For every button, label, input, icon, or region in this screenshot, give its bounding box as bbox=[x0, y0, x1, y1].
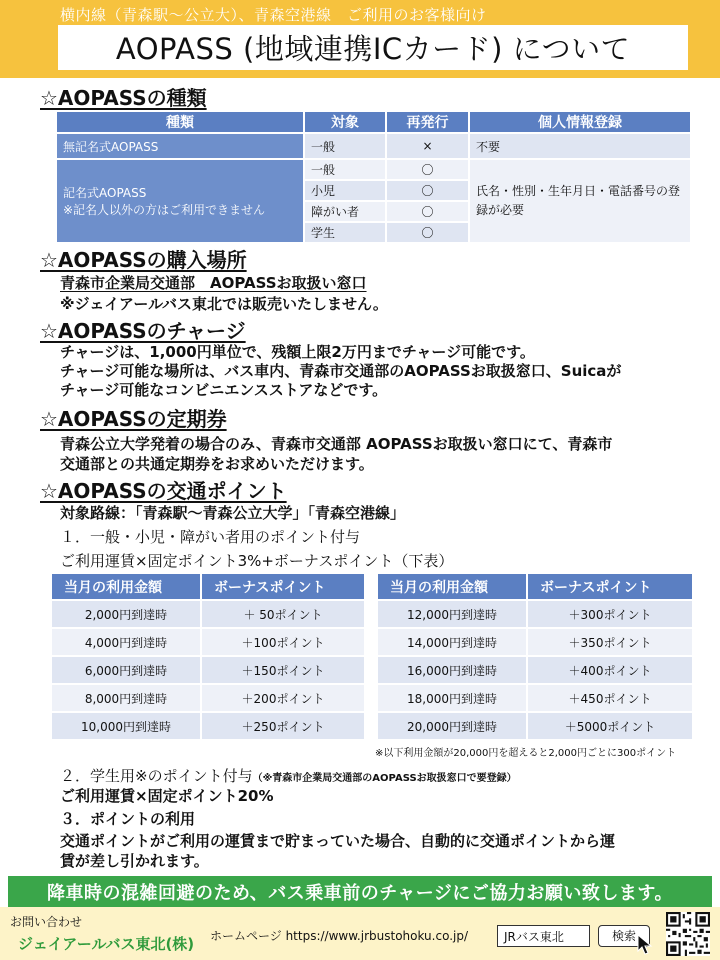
bonus-points: ＋450ポイント bbox=[527, 684, 693, 712]
section-heading-charge: ☆AOPASSのチャージ bbox=[40, 319, 246, 343]
bonus-amount: 16,000円到達時 bbox=[377, 656, 527, 684]
title-box bbox=[58, 25, 688, 70]
commuter-line-2: 交通部との共通定期券をお求めいただけます。 bbox=[60, 455, 374, 473]
types-named-label bbox=[56, 159, 304, 243]
types-named-target: 一般 bbox=[304, 159, 386, 180]
bonus-amount: 18,000円到達時 bbox=[377, 684, 527, 712]
charge-request-banner bbox=[8, 876, 712, 907]
bonus-header-amount: 当月の利用金額 bbox=[51, 573, 201, 600]
commuter-line-1: 青森公立大学発着の場合のみ、青森市交通部 AOPASSお取扱い窓口にて、青森市 bbox=[60, 435, 613, 453]
bonus-points: ＋150ポイント bbox=[201, 656, 365, 684]
bonus-row bbox=[51, 712, 365, 740]
points-item-3-line-2: 賃が差し引かれます。 bbox=[60, 852, 209, 870]
bonus-row bbox=[377, 628, 693, 656]
bonus-amount: 2,000円到達時 bbox=[51, 600, 201, 628]
header-subtitle: 横内線（青森駅〜公立大）、青森空港線 ご利用のお客様向け bbox=[60, 6, 487, 24]
points-item-2-label: ２．学生用※のポイント付与 bbox=[60, 767, 253, 785]
types-anon-registration: 不要 bbox=[469, 133, 691, 159]
points-item-2 bbox=[60, 765, 517, 786]
types-header-target: 対象 bbox=[304, 111, 386, 133]
cursor-icon bbox=[636, 934, 656, 956]
types-named-target: 学生 bbox=[304, 222, 386, 243]
section-heading-purchase: ☆AOPASSの購入場所 bbox=[40, 248, 247, 272]
charge-line-2: チャージ可能な場所は、バス車内、青森市交通部のAOPASSお取扱窓口、Suicaが bbox=[60, 362, 622, 380]
points-item-1: １．一般・小児・障がい者用のポイント付与 bbox=[60, 528, 361, 546]
bonus-amount: 12,000円到達時 bbox=[377, 600, 527, 628]
purchase-note: ※ジェイアールバス東北では販売いたしません。 bbox=[60, 295, 388, 313]
types-table bbox=[55, 110, 692, 244]
bonus-row bbox=[377, 712, 693, 740]
bonus-row bbox=[377, 600, 693, 628]
homepage-url[interactable]: ホームページ https://www.jrbustohoku.co.jp/ bbox=[210, 929, 469, 943]
bonus-points: ＋100ポイント bbox=[201, 628, 365, 656]
bonus-header-amount: 当月の利用金額 bbox=[377, 573, 527, 600]
types-header-registration: 個人情報登録 bbox=[469, 111, 691, 133]
points-item-3-line-1: 交通ポイントがご利用の運賃まで貯まっていた場合、自動的に交通ポイントから運 bbox=[60, 832, 616, 850]
search-input[interactable]: JRバス東北 bbox=[497, 925, 590, 947]
points-item-2-note: （※青森市企業局交通部のAOPASSお取扱窓口で要登録） bbox=[252, 773, 517, 784]
bonus-row bbox=[377, 656, 693, 684]
types-named-reissue: 〇 bbox=[386, 180, 469, 201]
bonus-row bbox=[51, 600, 365, 628]
bonus-amount: 20,000円到達時 bbox=[377, 712, 527, 740]
section-heading-points: ☆AOPASSの交通ポイント bbox=[40, 479, 287, 503]
bonus-points: ＋400ポイント bbox=[527, 656, 693, 684]
bonus-amount: 10,000円到達時 bbox=[51, 712, 201, 740]
bonus-table-note: ※以下利用金額が20,000円を超えると2,000円ごとに300ポイント bbox=[375, 748, 677, 759]
bonus-points: ＋300ポイント bbox=[527, 600, 693, 628]
points-item-3: ３．ポイントの利用 bbox=[60, 810, 196, 828]
bonus-amount: 4,000円到達時 bbox=[51, 628, 201, 656]
points-item-2-formula: ご利用運賃×固定ポイント20% bbox=[60, 787, 274, 805]
types-header-kind: 種類 bbox=[56, 111, 304, 133]
bonus-row bbox=[51, 656, 365, 684]
types-named-reissue: 〇 bbox=[386, 159, 469, 180]
section-heading-commuter: ☆AOPASSの定期券 bbox=[40, 407, 227, 431]
bonus-points: ＋200ポイント bbox=[201, 684, 365, 712]
types-named-reissue: 〇 bbox=[386, 222, 469, 243]
bonus-header-points: ボーナスポイント bbox=[527, 573, 693, 600]
section-heading-types: ☆AOPASSの種類 bbox=[40, 86, 207, 110]
bonus-amount: 8,000円到達時 bbox=[51, 684, 201, 712]
bonus-points: ＋5000ポイント bbox=[527, 712, 693, 740]
types-anon-target: 一般 bbox=[304, 133, 386, 159]
bonus-amount: 6,000円到達時 bbox=[51, 656, 201, 684]
company-logo: ジェイアールバス東北(株) bbox=[18, 935, 195, 953]
types-named-target: 障がい者 bbox=[304, 201, 386, 222]
charge-line-1: チャージは、1,000円単位で、残額上限2万円までチャージ可能です。 bbox=[60, 343, 535, 361]
bonus-amount: 14,000円到達時 bbox=[377, 628, 527, 656]
bonus-row bbox=[51, 684, 365, 712]
types-header-reissue: 再発行 bbox=[386, 111, 469, 133]
contact-label: お問い合わせ bbox=[10, 915, 83, 929]
types-anon-label: 無記名式AOPASS bbox=[56, 133, 304, 159]
types-named-target: 小児 bbox=[304, 180, 386, 201]
purchase-location: 青森市企業局交通部 AOPASSお取扱い窓口 bbox=[60, 274, 367, 292]
types-anon-reissue: × bbox=[386, 133, 469, 159]
types-named-reissue: 〇 bbox=[386, 201, 469, 222]
bonus-table-left bbox=[50, 572, 366, 741]
points-item-1-formula: ご利用運賃×固定ポイント3%+ボーナスポイント（下表） bbox=[60, 552, 454, 570]
search-button[interactable]: 検索 bbox=[598, 925, 650, 947]
points-routes: 対象路線：「青森駅〜青森公立大学」「青森空港線」 bbox=[60, 504, 406, 522]
page-title: AOPASS (地域連携ICカード) について bbox=[115, 32, 631, 66]
bonus-header-points: ボーナスポイント bbox=[201, 573, 365, 600]
bonus-row bbox=[51, 628, 365, 656]
qr-code-icon[interactable] bbox=[666, 912, 710, 956]
charge-line-3: チャージ可能なコンビニエンスストアなどです。 bbox=[60, 381, 388, 399]
bonus-points: ＋ 50ポイント bbox=[201, 600, 365, 628]
types-named-label-note: ※記名人以外の方はご利用できません bbox=[63, 203, 266, 217]
bonus-table-right bbox=[376, 572, 694, 741]
bonus-points: ＋350ポイント bbox=[527, 628, 693, 656]
bonus-row bbox=[377, 684, 693, 712]
types-named-label-main: 記名式AOPASS bbox=[63, 186, 147, 200]
types-named-registration: 氏名・性別・生年月日・電話番号の登録が必要 bbox=[469, 159, 691, 243]
bonus-points: ＋250ポイント bbox=[201, 712, 365, 740]
charge-request-text: 降車時の混雑回避のため、バス乗車前のチャージにご協力お願い致します。 bbox=[47, 882, 673, 904]
